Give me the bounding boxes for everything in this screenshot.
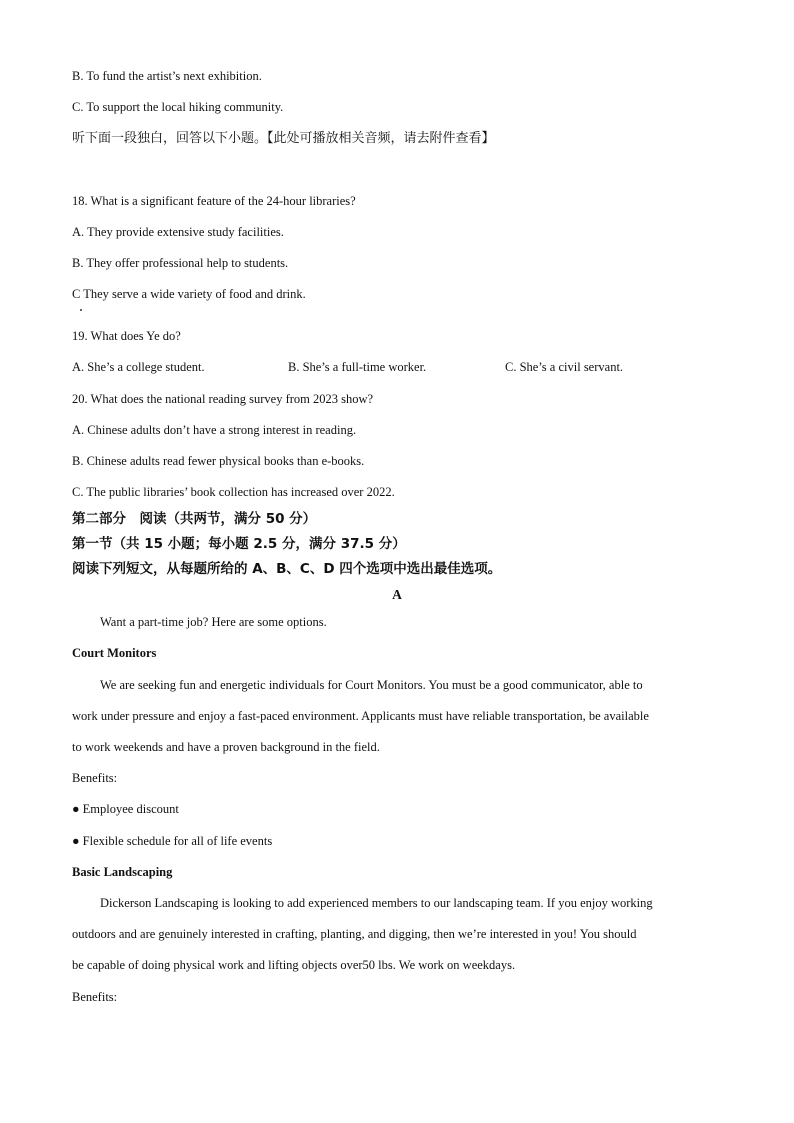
passage-label: A [392,587,402,602]
q20-option-c: C. The public libraries’ book collection has increased over 2022. [72,485,395,499]
q18-option-a: A. They provide extensive study facilities. [72,225,284,239]
court-monitors-line-1: We are seeking fun and energetic individuals for Court Monitors. You must be a good communicator, able to [100,678,643,692]
landscaping-line-3: be capable of doing physical work and lifting objects over50 lbs. We work on weekdays. [72,958,516,972]
court-monitors-line-2: work under pressure and enjoy a fast-paced environment. Applicants must have reliable transportation, be available [72,709,649,723]
q20-option-a: A. Chinese adults don’t have a strong interest in reading. [72,423,357,437]
landscaping-benefits-label: Benefits: [72,990,118,1004]
option-c-prev: C. To support the local hiking community. [72,100,284,114]
court-monitors-title: Court Monitors [72,646,157,660]
court-monitors-line-3: to work weekends and have a proven background in the field. [72,740,380,754]
landscaping-line-1: Dickerson Landscaping is looking to add experienced members to our landscaping team. If you enjoy working [100,896,653,910]
q20-option-b: B. Chinese adults read fewer physical books than e-books. [72,454,365,468]
q18-option-c: C They serve a wide variety of food and drink. [72,287,306,301]
q18-stem: 18. What is a significant feature of the 24-hour libraries? [72,194,356,208]
q18-option-b: B. They offer professional help to students. [72,256,289,270]
q20-stem: 20. What does the national reading survey from 2023 show? [72,392,374,406]
reading-directions: 阅读下列短文，从每题所给的 A、B、C、D 四个选项中选出最佳选项。 [72,561,502,577]
court-benefit-item: ● Employee discount [72,802,179,816]
q19-stem: 19. What does Ye do? [72,329,181,343]
court-benefits-label: Benefits: [72,771,118,785]
part-two-title: 第二部分 阅读（共两节，满分 50 分） [72,511,317,527]
section-one-title: 第一节（共 15 小题；每小题 2.5 分，满分 37.5 分） [72,536,406,552]
q19-option-b: B. She’s a full-time worker. [288,360,427,374]
stray-dot-mark [80,309,82,311]
option-b-prev: B. To fund the artist’s next exhibition. [72,69,262,83]
q19-option-a: A. She’s a college student. [72,360,205,374]
landscaping-title: Basic Landscaping [72,865,173,879]
passage-intro: Want a part-time job? Here are some options. [100,615,327,629]
listening-instruction: 听下面一段独白，回答以下小题。【此处可播放相关音频，请去附件查看】 [72,131,495,146]
q19-option-c: C. She’s a civil servant. [505,360,624,374]
court-benefit-item: ● Flexible schedule for all of life events [72,834,273,848]
landscaping-line-2: outdoors and are genuinely interested in crafting, planting, and digging, then we’re interested in you! You should [72,927,637,941]
